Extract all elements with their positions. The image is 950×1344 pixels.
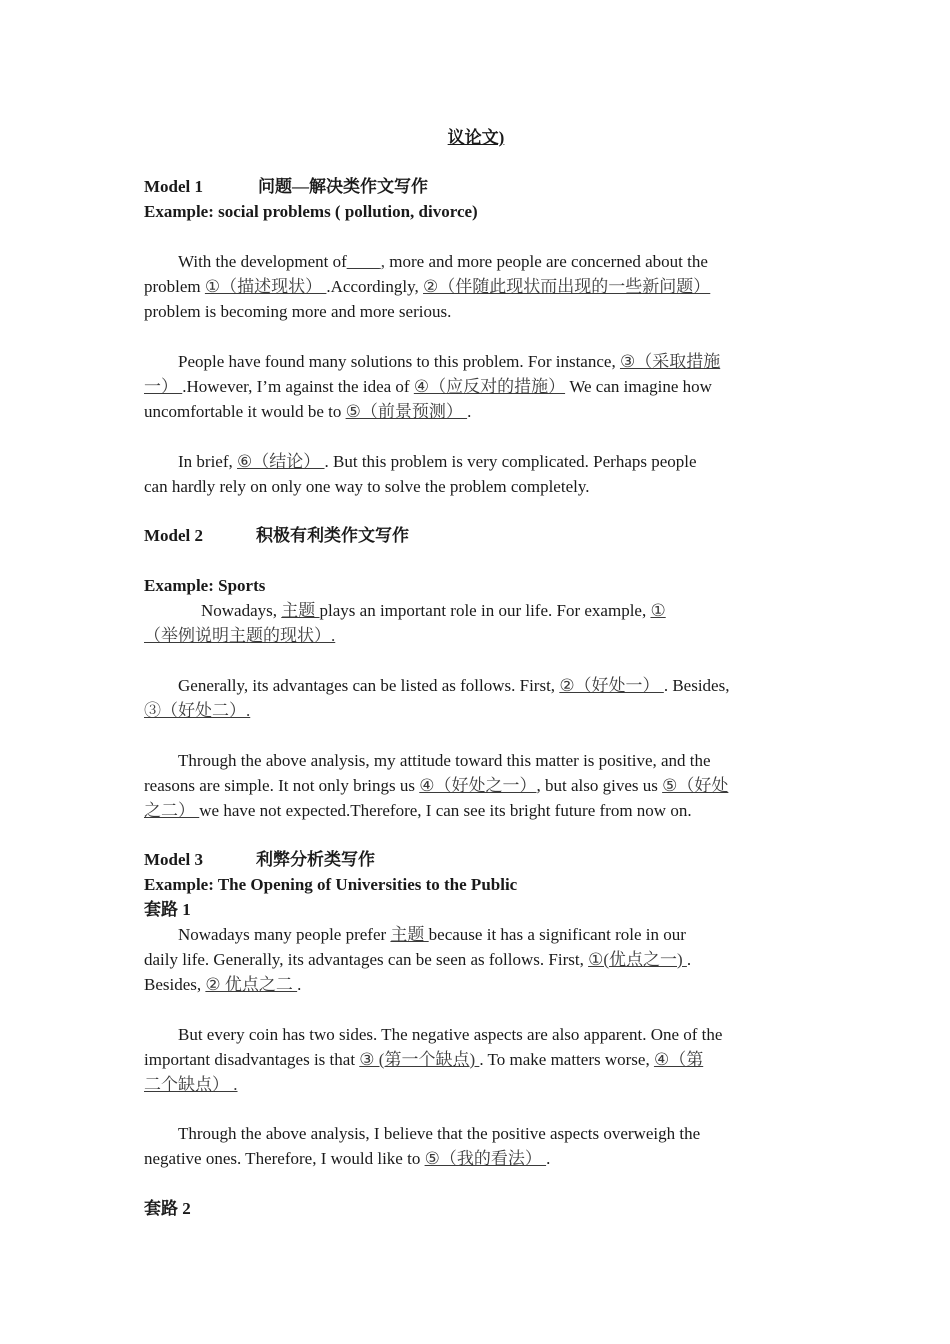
model-3-example: Example: The Opening of Universities to the Public: [144, 875, 518, 894]
m1-paragraph-2-line-1: People have found many solutions to this problem. For instance, ③（采取措施: [178, 352, 721, 371]
m2-paragraph-3-line-1: Through the above analysis, my attitude toward this matter is positive, and the: [178, 751, 711, 770]
model-2-title-cn: 积极有利类作文写作: [256, 526, 410, 545]
route-1-heading: 套路 1: [144, 900, 191, 919]
model-3-heading: [144, 847, 375, 872]
m2-paragraph-2-line-2: ③（好处二）.: [144, 701, 251, 720]
model-1-example: Example: social problems ( pollution, divorce): [144, 202, 478, 221]
m3-paragraph-1-line-3: Besides, ② 优点之二 .: [144, 975, 302, 994]
m3-paragraph-2-line-2: important disadvantages is that ③ (第一个缺点) . To make matters worse, ④（第: [144, 1050, 704, 1069]
route-2-heading: 套路 2: [144, 1199, 191, 1218]
m3-paragraph-2-line-3: 二个缺点） .: [144, 1075, 238, 1094]
m1-paragraph-2-line-3: uncomfortable it would be to ⑤（前景预测） .: [144, 402, 472, 421]
model-2-heading: [144, 523, 409, 548]
model-3-label: Model 3: [144, 850, 204, 869]
m2-paragraph-3-line-2: reasons are simple. It not only brings us ④（好处之一）, but also gives us ⑤（好处: [144, 776, 729, 795]
document-title: 议论文): [447, 128, 505, 147]
m3-paragraph-3-line-1: Through the above analysis, I believe that the positive aspects overweigh the: [178, 1124, 701, 1143]
m3-paragraph-3-line-2: negative ones. Therefore, I would like to ⑤（我的看法） .: [144, 1149, 551, 1168]
m1-paragraph-1-line-2: problem ①（描述现状） .Accordingly, ②（伴随此现状而出现的一些新问题）: [144, 277, 711, 296]
m3-paragraph-1-line-2: daily life. Generally, its advantages can be seen as follows. First, ①(优点之一) .: [144, 950, 692, 969]
model-2-example: Example: Sports: [144, 576, 266, 595]
model-2-label: Model 2: [144, 526, 204, 545]
m1-paragraph-3-line-2: can hardly rely on only one way to solve the problem completely.: [144, 477, 590, 496]
m1-paragraph-1-line-3: problem is becoming more and more serious.: [144, 302, 452, 321]
model-1-title-cn: 问题—解决类作文写作: [258, 177, 429, 196]
m2-paragraph-1-line-2: （举例说明主题的现状）.: [144, 626, 336, 645]
blank: ____,: [346, 252, 386, 271]
m1-paragraph-1-line-1: With the development of____, more and more people are concerned about the: [178, 252, 708, 271]
m1-paragraph-2-line-2: 一） .However, I’m against the idea of ④（应反对的措施） We can imagine how: [144, 377, 712, 396]
model-1-label: Model 1: [144, 177, 204, 196]
m2-paragraph-2-line-1: Generally, its advantages can be listed as follows. First, ②（好处一） . Besides,: [178, 676, 730, 695]
m2-paragraph-1-line-1: Nowadays, 主题 plays an important role in our life. For example, ①: [201, 601, 666, 620]
m1-paragraph-3-line-1: In brief, ⑥（结论） . But this problem is very complicated. Perhaps people: [178, 452, 697, 471]
model-3-title-cn: 利弊分析类写作: [256, 850, 376, 869]
model-1-heading: [144, 174, 428, 199]
m2-paragraph-3-line-3: 之二） we have not expected.Therefore, I can see its bright future from now on.: [144, 801, 692, 820]
m3-paragraph-1-line-1: Nowadays many people prefer 主题 because it has a significant role in our: [178, 925, 686, 944]
m3-paragraph-2-line-1: But every coin has two sides. The negative aspects are also apparent. One of the: [178, 1025, 723, 1044]
